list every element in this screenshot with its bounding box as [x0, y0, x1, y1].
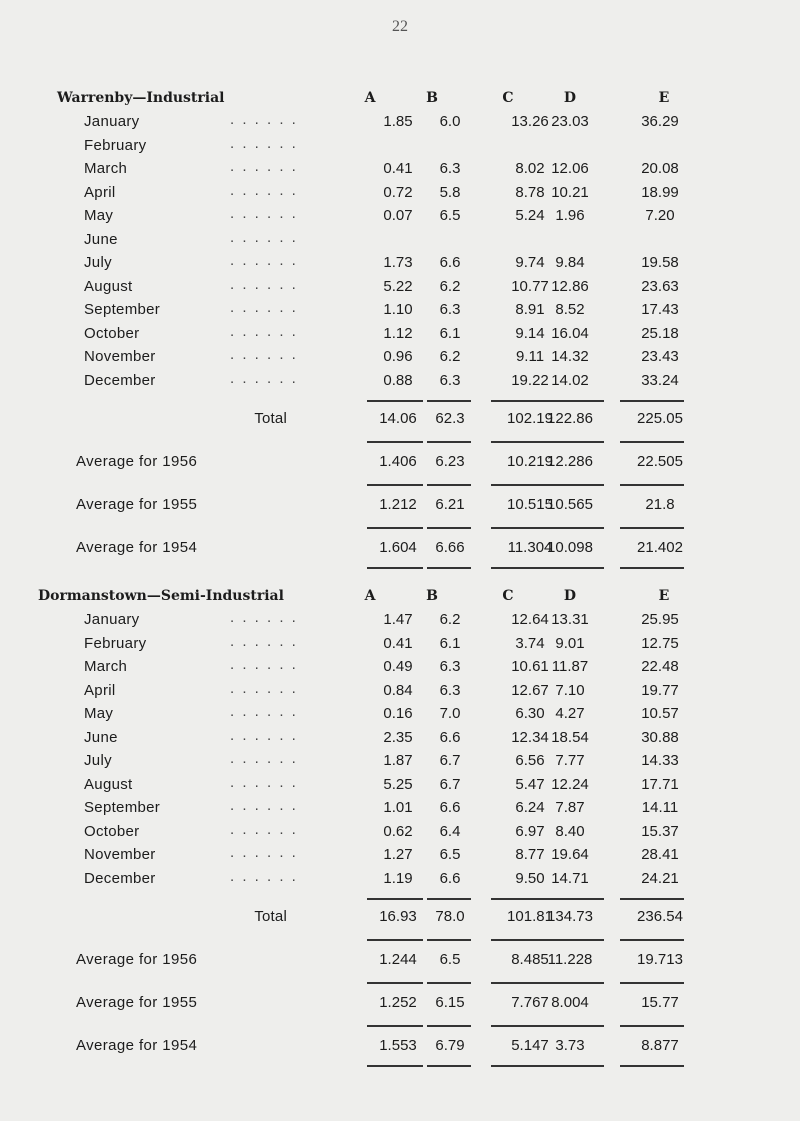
cell-b: 6.6	[439, 728, 461, 746]
cell-b: 6.3	[439, 371, 461, 389]
cell-e: 14.11	[641, 799, 679, 816]
average-d: 8.004	[551, 994, 589, 1011]
table-row	[0, 867, 800, 891]
cell-d: 9.01	[555, 634, 585, 652]
table-row	[0, 251, 800, 275]
month-label: February	[84, 136, 147, 154]
rule-d	[540, 567, 604, 569]
cell-d: 18.54	[551, 728, 589, 746]
table-row	[0, 726, 800, 750]
cell-d: 10.21	[551, 183, 589, 201]
cell-b: 6.0	[439, 113, 461, 130]
average-b: 6.66	[435, 539, 465, 556]
total-label: Total	[254, 908, 287, 925]
average-label: Average for 1954	[76, 539, 198, 556]
cell-b: 6.7	[439, 775, 461, 793]
cell-b: 6.3	[439, 681, 461, 699]
cell-c: 12.34	[511, 728, 549, 746]
column-header-b: B	[426, 90, 438, 106]
table-row	[0, 157, 800, 181]
rule-d	[540, 1025, 604, 1027]
cell-e: 25.95	[641, 611, 679, 628]
rule-e	[620, 567, 684, 569]
table-row	[0, 181, 800, 205]
month-label: June	[84, 728, 118, 746]
cell-c: 8.78	[515, 183, 545, 201]
month-label: December	[84, 869, 156, 887]
total-a: 14.06	[379, 410, 417, 427]
leader-dots: . . . . . .	[230, 679, 298, 697]
cell-c: 9.50	[515, 869, 545, 887]
cell-e: 12.75	[641, 634, 679, 652]
table-row	[0, 843, 800, 867]
cell-d: 8.40	[555, 822, 585, 840]
rule-b	[427, 441, 471, 443]
leader-dots: . . . . . .	[230, 205, 298, 222]
month-label: February	[84, 634, 147, 652]
cell-d: 19.64	[551, 846, 589, 863]
rule-a	[367, 400, 423, 402]
leader-dots: . . . . . .	[230, 797, 298, 814]
average-b: 6.21	[435, 496, 465, 513]
rule-e	[620, 441, 684, 443]
column-header-a: A	[364, 588, 376, 604]
column-header-d: D	[563, 588, 577, 604]
leader-dots: . . . . . .	[230, 703, 298, 720]
cell-b: 6.2	[439, 348, 461, 365]
cell-d: 7.87	[555, 799, 585, 816]
cell-d: 12.86	[551, 277, 589, 295]
cell-a: 0.62	[383, 822, 413, 840]
total-row	[0, 890, 800, 933]
cell-e: 20.08	[641, 160, 679, 177]
rule-b	[427, 982, 471, 984]
cell-a: 1.10	[383, 301, 413, 318]
rule-d	[540, 939, 604, 941]
rule-a	[367, 1065, 423, 1067]
rule-d	[540, 527, 604, 529]
rule-e	[620, 939, 684, 941]
total-a: 16.93	[379, 908, 417, 925]
table-row	[0, 134, 800, 158]
cell-a: 1.47	[383, 611, 413, 628]
cell-c: 6.56	[515, 752, 545, 769]
summary-rows	[0, 890, 800, 1062]
month-rows	[0, 608, 800, 890]
average-c: 8.485	[511, 951, 549, 968]
cell-b: 7.0	[439, 705, 461, 722]
cell-a: 1.73	[383, 254, 413, 271]
average-label: Average for 1956	[76, 951, 198, 968]
table-row	[0, 345, 800, 369]
cell-a: 0.16	[383, 705, 413, 722]
cell-c: 8.02	[515, 160, 545, 177]
cell-a: 1.87	[383, 752, 413, 769]
average-c: 7.767	[511, 994, 549, 1011]
month-label: March	[84, 160, 128, 177]
average-e: 19.713	[637, 951, 683, 968]
cell-d: 13.31	[551, 611, 589, 628]
table-row	[0, 820, 800, 844]
average-c: 10.219	[507, 453, 553, 470]
average-row	[0, 435, 800, 478]
cell-d: 1.96	[555, 207, 585, 224]
cell-b: 6.2	[439, 277, 461, 295]
rule-e	[620, 484, 684, 486]
cell-c: 9.74	[515, 254, 545, 271]
cell-d: 4.27	[555, 705, 585, 722]
month-label: May	[84, 207, 114, 224]
rule-d	[540, 484, 604, 486]
rule-e	[620, 898, 684, 900]
cell-d: 14.02	[551, 371, 589, 389]
cell-e: 19.77	[641, 681, 679, 699]
dormanstown-table	[0, 584, 800, 1062]
cell-c: 6.24	[515, 799, 545, 816]
cell-b: 5.8	[439, 183, 461, 201]
month-label: October	[84, 324, 140, 342]
month-label: August	[84, 775, 133, 793]
cell-a: 0.41	[383, 634, 413, 652]
cell-b: 6.6	[439, 254, 461, 271]
cell-a: 0.07	[383, 207, 413, 224]
total-e: 225.05	[637, 410, 683, 427]
average-e: 22.505	[637, 453, 683, 470]
average-row	[0, 976, 800, 1019]
average-c: 11.304	[507, 539, 553, 556]
average-row	[0, 933, 800, 976]
rule-d	[540, 1065, 604, 1067]
month-label: January	[84, 113, 140, 130]
average-d: 10.565	[547, 496, 593, 513]
cell-c: 10.77	[511, 277, 549, 295]
column-header-e: E	[658, 588, 670, 604]
average-c: 10.515	[507, 496, 553, 513]
rule-a	[367, 1025, 423, 1027]
rule-b	[427, 939, 471, 941]
rule-b	[427, 898, 471, 900]
cell-a: 5.25	[383, 775, 413, 793]
rule-a	[367, 898, 423, 900]
cell-c: 5.47	[515, 775, 545, 793]
leader-dots: . . . . . .	[230, 228, 298, 246]
average-d: 11.228	[547, 951, 593, 968]
cell-b: 6.3	[439, 658, 461, 675]
cell-d: 23.03	[551, 113, 589, 130]
cell-c: 5.24	[515, 207, 545, 224]
average-b: 6.23	[435, 453, 465, 470]
cell-d: 11.87	[551, 658, 589, 675]
leader-dots: . . . . . .	[230, 275, 298, 293]
cell-d: 8.52	[555, 301, 585, 318]
total-label: Total	[254, 410, 287, 427]
leader-dots: . . . . . .	[230, 299, 298, 316]
cell-a: 0.88	[383, 371, 413, 389]
rule-e	[620, 527, 684, 529]
rule-b	[427, 1025, 471, 1027]
column-header-d: D	[563, 90, 577, 106]
table-row	[0, 773, 800, 797]
leader-dots: . . . . . .	[230, 252, 298, 269]
cell-e: 25.18	[641, 324, 679, 342]
average-row	[0, 1019, 800, 1062]
table-row	[0, 702, 800, 726]
average-e: 15.77	[641, 994, 679, 1011]
average-a: 1.212	[379, 496, 417, 513]
leader-dots: . . . . . .	[230, 773, 298, 791]
cell-c: 10.61	[511, 658, 549, 675]
cell-b: 6.1	[439, 634, 461, 652]
table-header	[0, 86, 800, 110]
average-b: 6.5	[439, 951, 461, 968]
cell-e: 24.21	[641, 869, 679, 887]
average-e: 8.877	[641, 1037, 679, 1054]
rule-e	[620, 400, 684, 402]
column-header-c: C	[502, 588, 514, 604]
cell-b: 6.4	[439, 822, 461, 840]
cell-a: 2.35	[383, 728, 413, 746]
table-row	[0, 749, 800, 773]
cell-c: 13.26	[511, 113, 549, 130]
leader-dots: . . . . . .	[230, 726, 298, 744]
cell-a: 0.72	[383, 183, 413, 201]
cell-d: 12.24	[551, 775, 589, 793]
cell-e: 30.88	[641, 728, 679, 746]
total-c: 102.19	[507, 410, 553, 427]
cell-a: 1.27	[383, 846, 413, 863]
month-label: December	[84, 371, 156, 389]
month-label: March	[84, 658, 128, 675]
cell-a: 0.49	[383, 658, 413, 675]
rule-e	[620, 982, 684, 984]
average-label: Average for 1956	[76, 453, 198, 470]
cell-c: 9.11	[515, 348, 545, 365]
leader-dots: . . . . . .	[230, 322, 298, 340]
average-a: 1.244	[379, 951, 417, 968]
month-label: April	[84, 183, 116, 201]
leader-dots: . . . . . .	[230, 632, 298, 650]
month-label: November	[84, 846, 156, 863]
table-title: Dormanstown—Semi-Industrial	[38, 588, 284, 604]
average-b: 6.15	[435, 994, 465, 1011]
average-a: 1.553	[379, 1037, 417, 1054]
cell-b: 6.3	[439, 301, 461, 318]
cell-b: 6.1	[439, 324, 461, 342]
rule-d	[540, 982, 604, 984]
cell-e: 7.20	[645, 207, 675, 224]
cell-a: 5.22	[383, 277, 413, 295]
rule-e	[620, 1025, 684, 1027]
cell-c: 8.91	[515, 301, 545, 318]
rule-a	[367, 567, 423, 569]
cell-e: 22.48	[641, 658, 679, 675]
cell-e: 17.43	[641, 301, 679, 318]
table-row	[0, 679, 800, 703]
cell-e: 17.71	[641, 775, 679, 793]
total-d: 122.86	[547, 410, 593, 427]
page-number: 22	[392, 18, 408, 35]
average-b: 6.79	[435, 1037, 465, 1054]
leader-dots: . . . . . .	[230, 369, 298, 387]
leader-dots: . . . . . .	[230, 181, 298, 199]
cell-c: 9.14	[515, 324, 545, 342]
cell-e: 19.58	[641, 254, 679, 271]
month-label: September	[84, 301, 161, 318]
month-label: April	[84, 681, 116, 699]
leader-dots: . . . . . .	[230, 134, 298, 152]
cell-a: 0.84	[383, 681, 413, 699]
leader-dots: . . . . . .	[230, 111, 298, 128]
average-a: 1.406	[379, 453, 417, 470]
cell-e: 18.99	[641, 183, 679, 201]
cell-a: 1.12	[383, 324, 413, 342]
average-a: 1.252	[379, 994, 417, 1011]
rule-d	[540, 400, 604, 402]
cell-b: 6.6	[439, 799, 461, 816]
cell-e: 36.29	[641, 113, 679, 130]
rule-b	[427, 567, 471, 569]
table-row	[0, 275, 800, 299]
month-label: November	[84, 348, 156, 365]
month-label: July	[84, 254, 112, 271]
average-d: 12.286	[547, 453, 593, 470]
average-d: 10.098	[547, 539, 593, 556]
cell-d: 14.32	[551, 348, 589, 365]
average-a: 1.604	[379, 539, 417, 556]
leader-dots: . . . . . .	[230, 158, 298, 175]
table-row	[0, 228, 800, 252]
month-label: August	[84, 277, 133, 295]
cell-a: 0.96	[383, 348, 413, 365]
table-row	[0, 655, 800, 679]
rule-b	[427, 484, 471, 486]
total-d: 134.73	[547, 908, 593, 925]
cell-e: 33.24	[641, 371, 679, 389]
average-label: Average for 1955	[76, 994, 198, 1011]
rule-a	[367, 939, 423, 941]
rule-b	[427, 1065, 471, 1067]
rule-d	[540, 898, 604, 900]
leader-dots: . . . . . .	[230, 750, 298, 767]
average-d: 3.73	[555, 1037, 585, 1054]
rule-a	[367, 527, 423, 529]
column-header-b: B	[426, 588, 438, 604]
leader-dots: . . . . . .	[230, 609, 298, 626]
table-row	[0, 369, 800, 393]
cell-c: 8.77	[515, 846, 545, 863]
cell-c: 6.97	[515, 822, 545, 840]
leader-dots: . . . . . .	[230, 820, 298, 838]
table-row	[0, 608, 800, 632]
table-row	[0, 110, 800, 134]
cell-b: 6.2	[439, 611, 461, 628]
table-row	[0, 322, 800, 346]
leader-dots: . . . . . .	[230, 844, 298, 861]
column-header-c: C	[502, 90, 514, 106]
summary-rows	[0, 392, 800, 564]
rule-a	[367, 441, 423, 443]
table-title: Warrenby—Industrial	[57, 90, 225, 106]
cell-a: 1.85	[383, 113, 413, 130]
total-row	[0, 392, 800, 435]
total-c: 101.81	[507, 908, 553, 925]
cell-c: 3.74	[515, 634, 545, 652]
cell-b: 6.5	[439, 207, 461, 224]
table-header	[0, 584, 800, 608]
rule-e	[620, 1065, 684, 1067]
month-label: June	[84, 230, 118, 248]
leader-dots: . . . . . .	[230, 867, 298, 885]
average-label: Average for 1954	[76, 1037, 198, 1054]
leader-dots: . . . . . .	[230, 346, 298, 363]
cell-e: 15.37	[641, 822, 679, 840]
average-c: 5.147	[511, 1037, 549, 1054]
rule-b	[427, 400, 471, 402]
month-label: January	[84, 611, 140, 628]
cell-b: 6.5	[439, 846, 461, 863]
rule-a	[367, 982, 423, 984]
table-row	[0, 632, 800, 656]
total-b: 62.3	[435, 410, 465, 427]
cell-e: 23.63	[641, 277, 679, 295]
cell-e: 10.57	[641, 705, 679, 722]
cell-a: 1.19	[383, 869, 413, 887]
month-label: September	[84, 799, 161, 816]
cell-e: 14.33	[641, 752, 679, 769]
rule-d	[540, 441, 604, 443]
cell-d: 9.84	[555, 254, 585, 271]
cell-c: 12.64	[511, 611, 549, 628]
warrenby-table	[0, 86, 800, 564]
average-row	[0, 478, 800, 521]
cell-e: 23.43	[641, 348, 679, 365]
rule-a	[367, 484, 423, 486]
cell-a: 1.01	[383, 799, 413, 816]
average-e: 21.402	[637, 539, 683, 556]
month-label: May	[84, 705, 114, 722]
column-header-e: E	[658, 90, 670, 106]
table-row	[0, 204, 800, 228]
cell-d: 12.06	[551, 160, 589, 177]
cell-b: 6.3	[439, 160, 461, 177]
rule-b	[427, 527, 471, 529]
total-b: 78.0	[435, 908, 465, 925]
total-e: 236.54	[637, 908, 683, 925]
column-header-a: A	[364, 90, 376, 106]
month-label: July	[84, 752, 112, 769]
cell-a: 0.41	[383, 160, 413, 177]
cell-d: 7.10	[555, 681, 585, 699]
month-label: October	[84, 822, 140, 840]
average-label: Average for 1955	[76, 496, 198, 513]
average-e: 21.8	[645, 496, 675, 513]
cell-e: 28.41	[641, 846, 679, 863]
leader-dots: . . . . . .	[230, 656, 298, 673]
table-row	[0, 298, 800, 322]
month-rows	[0, 110, 800, 392]
cell-d: 7.77	[555, 752, 585, 769]
cell-c: 19.22	[511, 371, 549, 389]
average-row	[0, 521, 800, 564]
table-row	[0, 796, 800, 820]
cell-c: 12.67	[511, 681, 549, 699]
cell-b: 6.7	[439, 752, 461, 769]
cell-c: 6.30	[515, 705, 545, 722]
cell-b: 6.6	[439, 869, 461, 887]
cell-d: 14.71	[551, 869, 589, 887]
cell-d: 16.04	[551, 324, 589, 342]
